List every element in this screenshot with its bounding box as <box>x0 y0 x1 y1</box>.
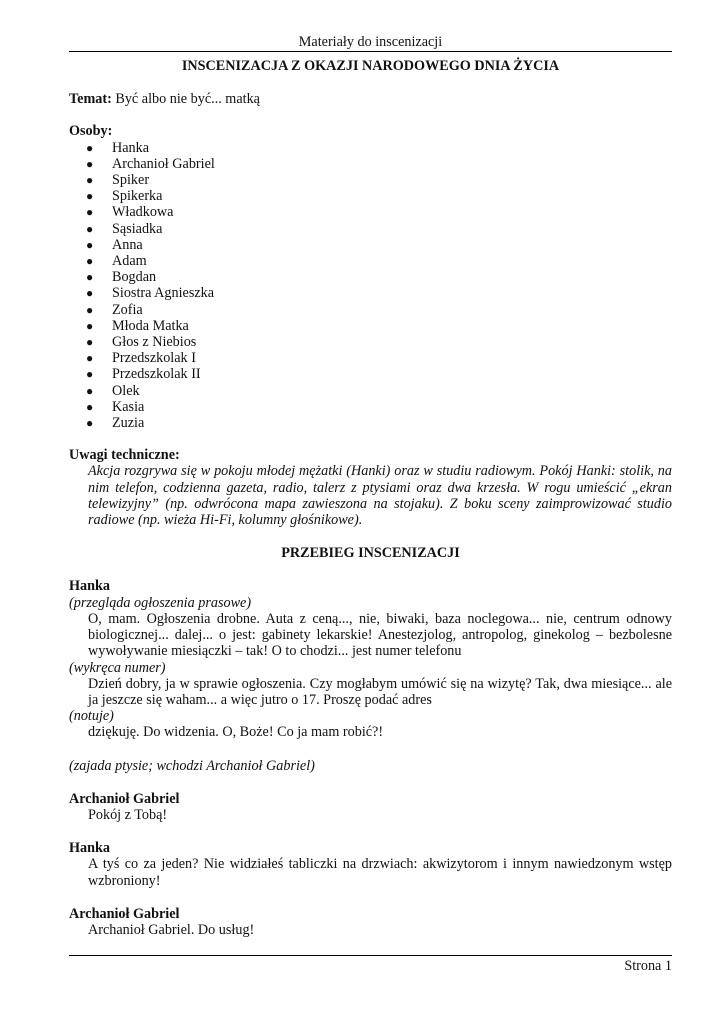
bullet-icon: ● <box>86 254 94 269</box>
dialogue-line: A tyś co za jeden? Nie widziałeś tabliczki na drzwiach: akwizytorom i innym nawiedzonym wstęp wzbroniony! <box>88 856 672 889</box>
list-item <box>69 399 672 415</box>
dialogue-line: dziękuję. Do widzenia. O, Boże! Co ja mam robić?! <box>88 724 384 741</box>
speaker-name: Hanka <box>69 840 111 857</box>
bullet-icon: ● <box>86 189 94 204</box>
list-item <box>69 350 672 366</box>
bullet-icon: ● <box>86 335 94 350</box>
list-item <box>69 204 672 220</box>
dialogue-line: Dzień dobry, ja w sprawie ogłoszenia. Czy mogłabym umówić się na wizytę? Tak, dwa miesiące... ale ja jeszcze się waham... a więc jutro o 17. Proszę podać adres <box>88 675 672 708</box>
person-name: Olek <box>112 382 140 399</box>
list-item <box>69 285 672 301</box>
person-name: Siostra Agnieszka <box>112 285 215 302</box>
topic-line <box>69 91 672 107</box>
person-name: Przedszkolak II <box>112 366 201 383</box>
bullet-icon: ● <box>86 156 94 171</box>
bullet-icon: ● <box>86 237 94 252</box>
list-item <box>69 188 672 204</box>
bullet-icon: ● <box>86 205 94 220</box>
list-item <box>69 253 672 269</box>
list-item <box>69 318 672 334</box>
list-item <box>69 237 672 253</box>
persons-list <box>69 140 672 432</box>
person-name: Zofia <box>112 301 143 318</box>
stage-direction: (przegląda ogłoszenia prasowe) <box>69 594 252 611</box>
running-header: Materiały do inscenizacji <box>298 34 443 50</box>
person-name: Przedszkolak I <box>112 350 196 367</box>
header-rule <box>69 51 672 52</box>
list-item <box>69 334 672 350</box>
bullet-icon: ● <box>86 270 94 285</box>
list-item <box>69 415 672 431</box>
list-item <box>69 221 672 237</box>
person-name: Młoda Matka <box>112 317 189 334</box>
person-name: Spikerka <box>112 188 163 205</box>
bullet-icon: ● <box>86 173 94 188</box>
persons-label: Osoby: <box>69 123 113 140</box>
speaker-name: Hanka <box>69 578 111 595</box>
technical-notes-label: Uwagi techniczne: <box>69 447 180 464</box>
bullet-icon: ● <box>86 383 94 398</box>
person-name: Anna <box>112 236 143 253</box>
bullet-icon: ● <box>86 221 94 236</box>
bullet-icon: ● <box>86 302 94 317</box>
topic-label: Temat: <box>69 91 112 108</box>
list-item <box>69 366 672 382</box>
topic-value: Być albo nie być... matką <box>115 91 260 108</box>
person-name: Sąsiadka <box>112 220 163 237</box>
technical-notes-text: Akcja rozgrywa się w pokoju młodej mężatki (Hanki) oraz w studiu radiowym. Pokój Hanki: stolik, na nim telefon, codzienna gazeta, radio, talerz z ptysiami oraz dwa krzesła. W rogu umieścić „ekran telewizyjny” (np. odwrócona mapa zawieszona na stojaku). Z boku sceny zaimprowizować studio radiowe (np. wieża Hi-Fi, kolumny głośnikowe). <box>88 463 672 529</box>
speaker-name: Archanioł Gabriel <box>69 905 180 922</box>
bullet-icon: ● <box>86 318 94 333</box>
bullet-icon: ● <box>86 140 94 155</box>
speaker-name: Archanioł Gabriel <box>69 790 180 807</box>
bullet-icon: ● <box>86 367 94 382</box>
person-name: Głos z Niebios <box>112 334 197 351</box>
person-name: Archanioł Gabriel <box>112 155 215 172</box>
person-name: Hanka <box>112 139 150 156</box>
footer-rule <box>69 955 672 956</box>
person-name: Adam <box>112 253 147 270</box>
person-name: Bogdan <box>112 269 157 286</box>
list-item <box>69 302 672 318</box>
dialogue-line: O, mam. Ogłoszenia drobne. Auta z ceną..., nie, biwaki, baza noclegowa... nie, centrum odnowy biologicznej... dalej... o jest: gabinety lekarskie! Anestezjolog, antropolog, ginekolog – bezbolesne wywoływanie miesiączki – tak! O to chodzi... jest numer telefonu <box>88 610 672 660</box>
list-item <box>69 156 672 172</box>
list-item <box>69 269 672 285</box>
stage-direction: (wykręca numer) <box>69 659 166 676</box>
stage-direction: (notuje) <box>69 708 114 725</box>
bullet-icon: ● <box>86 351 94 366</box>
person-name: Władkowa <box>112 204 174 221</box>
person-name: Zuzia <box>112 415 145 432</box>
person-name: Spiker <box>112 172 150 189</box>
stage-direction: (zajada ptysie; wchodzi Archanioł Gabriel) <box>69 757 315 774</box>
page-number: Strona 1 <box>624 958 672 974</box>
document-title: INSCENIZACJA Z OKAZJI NARODOWEGO DNIA ŻYCIA <box>181 58 560 74</box>
list-item <box>69 172 672 188</box>
bullet-icon: ● <box>86 286 94 301</box>
dialogue-line: Archanioł Gabriel. Do usług! <box>88 921 255 938</box>
list-item <box>69 140 672 156</box>
person-name: Kasia <box>112 398 145 415</box>
dialogue-line: Pokój z Tobą! <box>88 806 168 823</box>
section-title: PRZEBIEG INSCENIZACJI <box>281 545 460 562</box>
list-item <box>69 383 672 399</box>
document-body <box>69 58 672 938</box>
bullet-icon: ● <box>86 416 94 431</box>
bullet-icon: ● <box>86 399 94 414</box>
